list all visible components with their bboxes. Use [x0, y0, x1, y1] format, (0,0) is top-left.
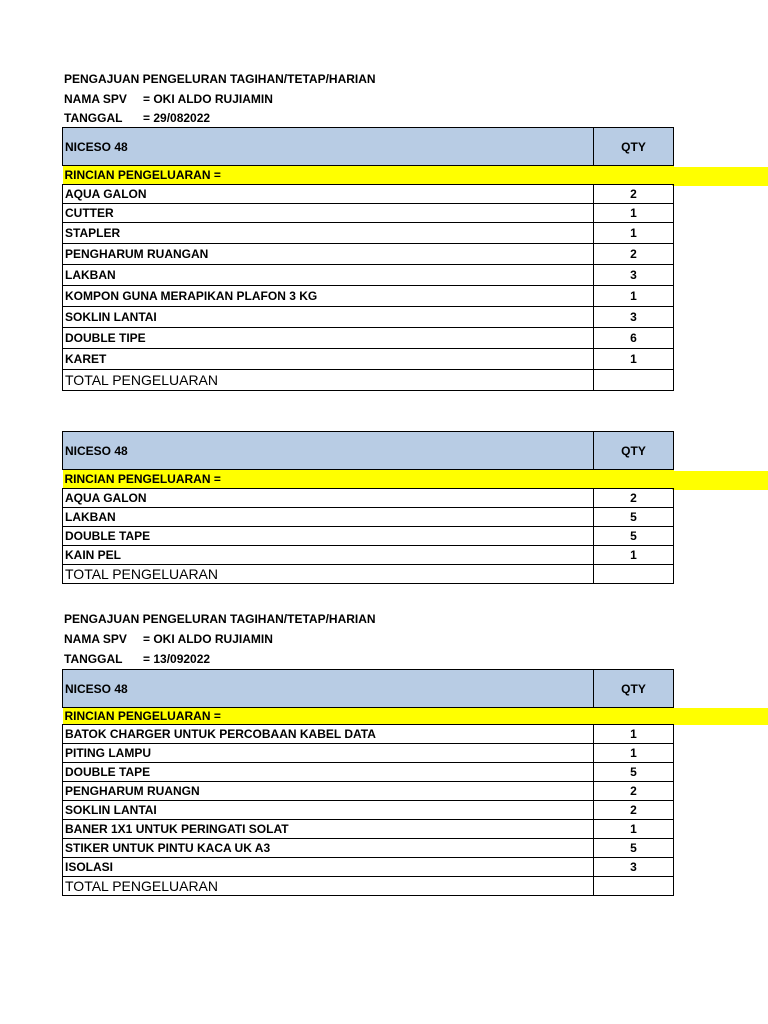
item-qty: 1: [594, 744, 674, 763]
name-column-header: NICESO 48: [63, 670, 594, 708]
item-qty: 1: [594, 546, 674, 565]
item-qty: 1: [594, 725, 674, 744]
item-name: DOUBLE TAPE: [63, 527, 594, 546]
item-name: BANER 1X1 UNTUK PERINGATI SOLAT: [63, 820, 594, 839]
item-qty: 5: [594, 763, 674, 782]
rincian-highlight-extension: [672, 708, 768, 725]
item-qty: 5: [594, 508, 674, 527]
item-qty: 3: [594, 858, 674, 877]
expense-table-2: [62, 431, 674, 584]
expense-table-1: [62, 127, 674, 391]
item-name: KARET: [63, 349, 594, 370]
item-qty: 1: [594, 204, 674, 223]
item-qty: 1: [594, 223, 674, 244]
item-qty: 2: [594, 185, 674, 204]
table-row: [63, 527, 674, 546]
table-row: [63, 820, 674, 839]
item-name: STAPLER: [63, 223, 594, 244]
item-name: LAKBAN: [63, 265, 594, 286]
table-row: [63, 839, 674, 858]
name-column-header: NICESO 48: [63, 128, 594, 166]
total-label: TOTAL PENGELUARAN: [63, 877, 594, 896]
table-row: [63, 286, 674, 307]
item-name: KOMPON GUNA MERAPIKAN PLAFON 3 KG: [63, 286, 594, 307]
section-1-spv-line: [64, 92, 273, 106]
item-qty: 5: [594, 527, 674, 546]
item-name: ISOLASI: [63, 858, 594, 877]
total-row: [63, 370, 674, 391]
date-label: TANGGAL: [64, 652, 123, 666]
item-qty: 1: [594, 820, 674, 839]
rincian-row: [63, 470, 674, 489]
spv-label: NAMA SPV: [64, 632, 127, 646]
item-name: PITING LAMPU: [63, 744, 594, 763]
table-header-row: [63, 128, 674, 166]
spv-value: = OKI ALDO RUJIAMIN: [143, 632, 273, 646]
table-row: [63, 744, 674, 763]
table-row: [63, 801, 674, 820]
item-name: LAKBAN: [63, 508, 594, 527]
table-row: [63, 782, 674, 801]
total-row: [63, 877, 674, 896]
spv-label: NAMA SPV: [64, 92, 127, 106]
rincian-highlight-extension: [672, 167, 768, 186]
total-value: [594, 370, 674, 391]
table-row: [63, 204, 674, 223]
item-qty: 5: [594, 839, 674, 858]
item-name: STIKER UNTUK PINTU KACA UK A3: [63, 839, 594, 858]
item-name: PENGHARUM RUANGN: [63, 782, 594, 801]
total-value: [594, 877, 674, 896]
section-1-date-line: [64, 111, 210, 125]
item-qty: 2: [594, 782, 674, 801]
item-name: DOUBLE TAPE: [63, 763, 594, 782]
expense-table-3: [62, 669, 674, 896]
item-qty: 2: [594, 489, 674, 508]
qty-column-header: QTY: [594, 432, 674, 470]
item-name: DOUBLE TIPE: [63, 328, 594, 349]
item-qty: 3: [594, 265, 674, 286]
item-name: KAIN PEL: [63, 546, 594, 565]
section-3-title: PENGAJUAN PENGELURAN TAGIHAN/TETAP/HARIAN: [64, 612, 376, 626]
item-qty: 2: [594, 244, 674, 265]
item-name: PENGHARUM RUANGAN: [63, 244, 594, 265]
section-3-date-line: [64, 652, 210, 666]
item-name: BATOK CHARGER UNTUK PERCOBAAN KABEL DATA: [63, 725, 594, 744]
rincian-row: [63, 708, 674, 725]
rincian-label: RINCIAN PENGELUARAN =: [63, 166, 674, 185]
table-row: [63, 858, 674, 877]
table-row: [63, 328, 674, 349]
table-header-row: [63, 432, 674, 470]
table-row: [63, 185, 674, 204]
table-row: [63, 244, 674, 265]
rincian-row: [63, 166, 674, 185]
name-column-header: NICESO 48: [63, 432, 594, 470]
table-row: [63, 489, 674, 508]
item-name: CUTTER: [63, 204, 594, 223]
section-3-spv-line: [64, 632, 273, 646]
section-1-title: PENGAJUAN PENGELURAN TAGIHAN/TETAP/HARIAN: [64, 72, 376, 86]
table-row: [63, 763, 674, 782]
item-qty: 6: [594, 328, 674, 349]
total-row: [63, 565, 674, 584]
table-row: [63, 725, 674, 744]
date-value: = 13/092022: [143, 652, 211, 666]
date-value: = 29/082022: [143, 111, 211, 125]
table-row: [63, 223, 674, 244]
rincian-label: RINCIAN PENGELUARAN =: [63, 708, 674, 725]
rincian-label: RINCIAN PENGELUARAN =: [63, 470, 674, 489]
table-header-row: [63, 670, 674, 708]
item-qty: 1: [594, 349, 674, 370]
item-qty: 3: [594, 307, 674, 328]
total-label: TOTAL PENGELUARAN: [63, 370, 594, 391]
date-label: TANGGAL: [64, 111, 123, 125]
item-name: AQUA GALON: [63, 489, 594, 508]
qty-column-header: QTY: [594, 128, 674, 166]
total-value: [594, 565, 674, 584]
table-row: [63, 307, 674, 328]
total-label: TOTAL PENGELUARAN: [63, 565, 594, 584]
item-name: SOKLIN LANTAI: [63, 307, 594, 328]
item-qty: 2: [594, 801, 674, 820]
table-row: [63, 546, 674, 565]
spv-value: = OKI ALDO RUJIAMIN: [143, 92, 273, 106]
qty-column-header: QTY: [594, 670, 674, 708]
table-row: [63, 508, 674, 527]
table-row: [63, 349, 674, 370]
item-name: SOKLIN LANTAI: [63, 801, 594, 820]
item-name: AQUA GALON: [63, 185, 594, 204]
item-qty: 1: [594, 286, 674, 307]
table-row: [63, 265, 674, 286]
rincian-highlight-extension: [672, 471, 768, 490]
